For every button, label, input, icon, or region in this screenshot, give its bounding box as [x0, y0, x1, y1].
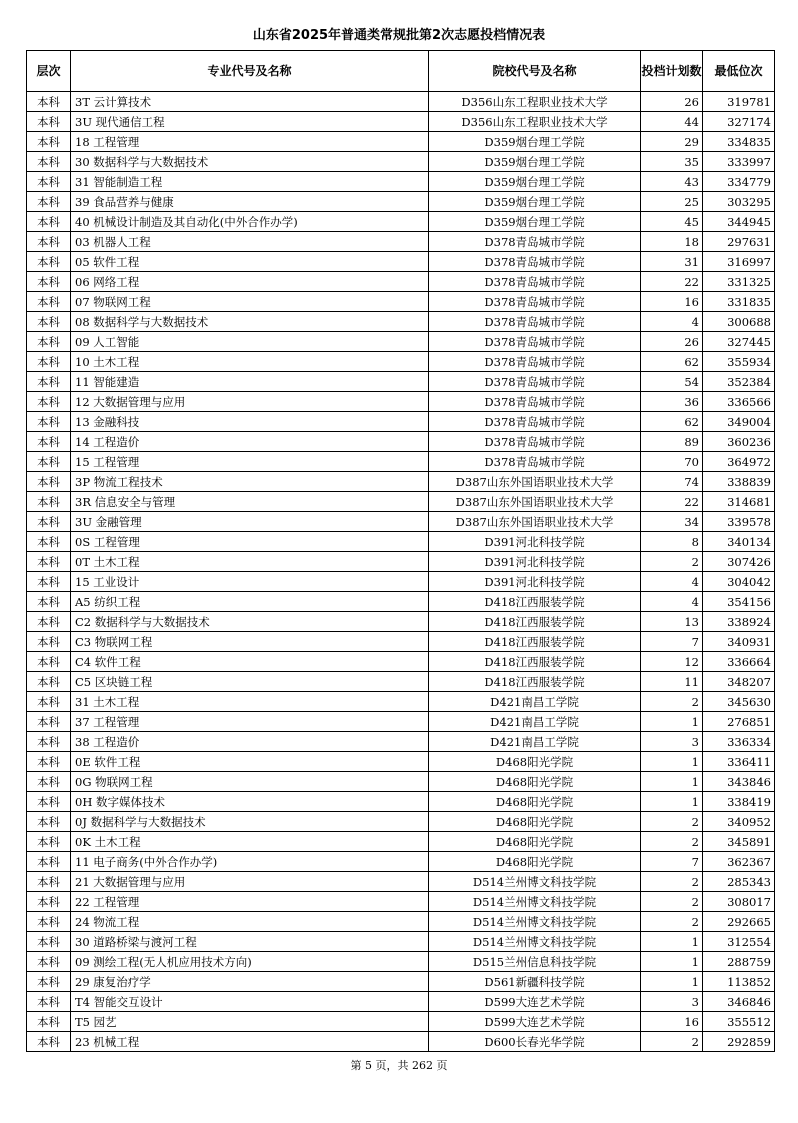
cell-level: 本科 — [27, 972, 71, 992]
cell-major: 08 数据科学与大数据技术 — [71, 312, 429, 332]
cell-level: 本科 — [27, 492, 71, 512]
cell-min-rank: 336334 — [703, 732, 775, 752]
cell-school: D378青岛城市学院 — [429, 432, 641, 452]
header-level: 层次 — [27, 51, 71, 92]
table-row — [27, 772, 775, 792]
cell-level: 本科 — [27, 732, 71, 752]
cell-min-rank: 300688 — [703, 312, 775, 332]
cell-level: 本科 — [27, 512, 71, 532]
cell-min-rank: 288759 — [703, 952, 775, 972]
cell-plan-count: 16 — [641, 1012, 703, 1032]
cell-major: 13 金融科技 — [71, 412, 429, 432]
cell-major: C2 数据科学与大数据技术 — [71, 612, 429, 632]
cell-min-rank: 327174 — [703, 112, 775, 132]
cell-min-rank: 340931 — [703, 632, 775, 652]
cell-level: 本科 — [27, 1032, 71, 1052]
cell-school: D468阳光学院 — [429, 832, 641, 852]
table-row — [27, 692, 775, 712]
cell-level: 本科 — [27, 112, 71, 132]
cell-school: D378青岛城市学院 — [429, 352, 641, 372]
cell-level: 本科 — [27, 252, 71, 272]
cell-major: 3U 金融管理 — [71, 512, 429, 532]
cell-plan-count: 4 — [641, 312, 703, 332]
cell-level: 本科 — [27, 852, 71, 872]
cell-min-rank: 314681 — [703, 492, 775, 512]
cell-school: D599大连艺术学院 — [429, 992, 641, 1012]
cell-major: 40 机械设计制造及其自动化(中外合作办学) — [71, 212, 429, 232]
cell-school: D359烟台理工学院 — [429, 172, 641, 192]
cell-school: D378青岛城市学院 — [429, 232, 641, 252]
cell-major: 15 工业设计 — [71, 572, 429, 592]
cell-plan-count: 2 — [641, 552, 703, 572]
cell-level: 本科 — [27, 92, 71, 112]
cell-level: 本科 — [27, 1012, 71, 1032]
cell-school: D418江西服装学院 — [429, 652, 641, 672]
cell-plan-count: 2 — [641, 832, 703, 852]
cell-school: D391河北科技学院 — [429, 552, 641, 572]
cell-level: 本科 — [27, 352, 71, 372]
cell-major: 03 机器人工程 — [71, 232, 429, 252]
table-row — [27, 552, 775, 572]
cell-min-rank: 336664 — [703, 652, 775, 672]
cell-major: 3P 物流工程技术 — [71, 472, 429, 492]
cell-level: 本科 — [27, 152, 71, 172]
table-row — [27, 952, 775, 972]
cell-school: D378青岛城市学院 — [429, 272, 641, 292]
cell-school: D421南昌工学院 — [429, 692, 641, 712]
cell-min-rank: 334779 — [703, 172, 775, 192]
cell-plan-count: 26 — [641, 332, 703, 352]
cell-school: D359烟台理工学院 — [429, 132, 641, 152]
cell-school: D391河北科技学院 — [429, 572, 641, 592]
cell-plan-count: 11 — [641, 672, 703, 692]
table-row — [27, 512, 775, 532]
table-header-row — [27, 51, 775, 92]
cell-major: 12 大数据管理与应用 — [71, 392, 429, 412]
cell-level: 本科 — [27, 212, 71, 232]
page-title: 山东省2025年普通类常规批第2次志愿投档情况表 — [252, 28, 546, 43]
cell-major: C4 软件工程 — [71, 652, 429, 672]
cell-level: 本科 — [27, 992, 71, 1012]
cell-major: 37 工程管理 — [71, 712, 429, 732]
header-major: 专业代号及名称 — [71, 51, 429, 92]
cell-level: 本科 — [27, 592, 71, 612]
cell-min-rank: 285343 — [703, 872, 775, 892]
cell-min-rank: 338419 — [703, 792, 775, 812]
cell-school: D387山东外国语职业技术大学 — [429, 512, 641, 532]
cell-major: 0K 土木工程 — [71, 832, 429, 852]
cell-plan-count: 22 — [641, 492, 703, 512]
cell-school: D468阳光学院 — [429, 852, 641, 872]
table-row — [27, 892, 775, 912]
cell-major: 22 工程管理 — [71, 892, 429, 912]
cell-plan-count: 3 — [641, 732, 703, 752]
cell-school: D421南昌工学院 — [429, 712, 641, 732]
cell-min-rank: 334835 — [703, 132, 775, 152]
cell-plan-count: 4 — [641, 592, 703, 612]
cell-plan-count: 4 — [641, 572, 703, 592]
cell-min-rank: 303295 — [703, 192, 775, 212]
cell-school: D356山东工程职业技术大学 — [429, 92, 641, 112]
table-row — [27, 632, 775, 652]
cell-school: D359烟台理工学院 — [429, 212, 641, 232]
header-school: 院校代号及名称 — [429, 51, 641, 92]
cell-min-rank: 292859 — [703, 1032, 775, 1052]
cell-level: 本科 — [27, 612, 71, 632]
table-row — [27, 792, 775, 812]
cell-plan-count: 1 — [641, 952, 703, 972]
table-row — [27, 732, 775, 752]
cell-school: D378青岛城市学院 — [429, 452, 641, 472]
table-row — [27, 452, 775, 472]
cell-school: D378青岛城市学院 — [429, 332, 641, 352]
cell-major: 39 食品营养与健康 — [71, 192, 429, 212]
cell-level: 本科 — [27, 752, 71, 772]
cell-school: D418江西服装学院 — [429, 612, 641, 632]
table-row — [27, 592, 775, 612]
table-row — [27, 492, 775, 512]
table-row — [27, 392, 775, 412]
cell-major: 11 智能建造 — [71, 372, 429, 392]
cell-plan-count: 89 — [641, 432, 703, 452]
cell-plan-count: 34 — [641, 512, 703, 532]
cell-major: T5 园艺 — [71, 1012, 429, 1032]
cell-major: 09 测绘工程(无人机应用技术方向) — [71, 952, 429, 972]
table-row — [27, 172, 775, 192]
cell-min-rank: 297631 — [703, 232, 775, 252]
cell-min-rank: 333997 — [703, 152, 775, 172]
table-row — [27, 912, 775, 932]
cell-level: 本科 — [27, 392, 71, 412]
cell-level: 本科 — [27, 572, 71, 592]
cell-min-rank: 345630 — [703, 692, 775, 712]
cell-level: 本科 — [27, 532, 71, 552]
cell-plan-count: 3 — [641, 992, 703, 1012]
cell-plan-count: 29 — [641, 132, 703, 152]
cell-min-rank: 352384 — [703, 372, 775, 392]
cell-major: 30 数据科学与大数据技术 — [71, 152, 429, 172]
cell-level: 本科 — [27, 652, 71, 672]
cell-major: 3R 信息安全与管理 — [71, 492, 429, 512]
cell-min-rank: 355512 — [703, 1012, 775, 1032]
cell-school: D468阳光学院 — [429, 812, 641, 832]
cell-school: D514兰州博文科技学院 — [429, 892, 641, 912]
cell-level: 本科 — [27, 232, 71, 252]
cell-school: D561新疆科技学院 — [429, 972, 641, 992]
table-row — [27, 852, 775, 872]
table-row — [27, 212, 775, 232]
cell-min-rank: 344945 — [703, 212, 775, 232]
cell-min-rank: 292665 — [703, 912, 775, 932]
cell-major: C3 物联网工程 — [71, 632, 429, 652]
table-row — [27, 432, 775, 452]
cell-plan-count: 2 — [641, 692, 703, 712]
table-row — [27, 992, 775, 1012]
table-row — [27, 312, 775, 332]
cell-plan-count: 43 — [641, 172, 703, 192]
cell-plan-count: 2 — [641, 912, 703, 932]
cell-major: 3T 云计算技术 — [71, 92, 429, 112]
table-row — [27, 332, 775, 352]
cell-plan-count: 1 — [641, 972, 703, 992]
cell-plan-count: 70 — [641, 452, 703, 472]
table-row — [27, 532, 775, 552]
cell-school: D378青岛城市学院 — [429, 372, 641, 392]
cell-level: 本科 — [27, 412, 71, 432]
cell-school: D600长春光华学院 — [429, 1032, 641, 1052]
cell-major: C5 区块链工程 — [71, 672, 429, 692]
cell-major: 05 软件工程 — [71, 252, 429, 272]
cell-school: D387山东外国语职业技术大学 — [429, 492, 641, 512]
cell-school: D378青岛城市学院 — [429, 292, 641, 312]
cell-school: D356山东工程职业技术大学 — [429, 112, 641, 132]
cell-level: 本科 — [27, 372, 71, 392]
cell-min-rank: 355934 — [703, 352, 775, 372]
cell-plan-count: 18 — [641, 232, 703, 252]
cell-min-rank: 340952 — [703, 812, 775, 832]
cell-major: 24 物流工程 — [71, 912, 429, 932]
cell-major: 0S 工程管理 — [71, 532, 429, 552]
cell-plan-count: 36 — [641, 392, 703, 412]
cell-plan-count: 2 — [641, 812, 703, 832]
cell-min-rank: 339578 — [703, 512, 775, 532]
cell-plan-count: 7 — [641, 632, 703, 652]
cell-school: D418江西服装学院 — [429, 592, 641, 612]
cell-school: D378青岛城市学院 — [429, 392, 641, 412]
cell-min-rank: 319781 — [703, 92, 775, 112]
table-row — [27, 372, 775, 392]
cell-level: 本科 — [27, 292, 71, 312]
cell-level: 本科 — [27, 192, 71, 212]
cell-plan-count: 7 — [641, 852, 703, 872]
cell-major: 30 道路桥梁与渡河工程 — [71, 932, 429, 952]
table-body — [27, 92, 775, 1052]
cell-plan-count: 2 — [641, 1032, 703, 1052]
cell-major: 38 工程造价 — [71, 732, 429, 752]
cell-level: 本科 — [27, 472, 71, 492]
cell-major: T4 智能交互设计 — [71, 992, 429, 1012]
table-row — [27, 932, 775, 952]
header-plan: 投档计划数 — [641, 51, 703, 92]
cell-level: 本科 — [27, 552, 71, 572]
cell-level: 本科 — [27, 832, 71, 852]
table-row — [27, 752, 775, 772]
cell-min-rank: 308017 — [703, 892, 775, 912]
cell-school: D418江西服装学院 — [429, 672, 641, 692]
admission-table — [26, 50, 775, 1052]
table-row — [27, 152, 775, 172]
cell-level: 本科 — [27, 332, 71, 352]
cell-level: 本科 — [27, 792, 71, 812]
table-row — [27, 132, 775, 152]
cell-level: 本科 — [27, 932, 71, 952]
cell-major: 31 智能制造工程 — [71, 172, 429, 192]
table-row — [27, 572, 775, 592]
cell-major: 3U 现代通信工程 — [71, 112, 429, 132]
cell-major: 23 机械工程 — [71, 1032, 429, 1052]
cell-major: 0G 物联网工程 — [71, 772, 429, 792]
cell-min-rank: 312554 — [703, 932, 775, 952]
table-row — [27, 1012, 775, 1032]
table-row — [27, 352, 775, 372]
cell-min-rank: 304042 — [703, 572, 775, 592]
cell-plan-count: 35 — [641, 152, 703, 172]
cell-plan-count: 1 — [641, 752, 703, 772]
cell-school: D378青岛城市学院 — [429, 252, 641, 272]
cell-level: 本科 — [27, 132, 71, 152]
cell-school: D468阳光学院 — [429, 792, 641, 812]
cell-level: 本科 — [27, 632, 71, 652]
cell-min-rank: 338839 — [703, 472, 775, 492]
cell-min-rank: 360236 — [703, 432, 775, 452]
cell-major: 07 物联网工程 — [71, 292, 429, 312]
cell-plan-count: 44 — [641, 112, 703, 132]
cell-major: 0J 数据科学与大数据技术 — [71, 812, 429, 832]
cell-school: D378青岛城市学院 — [429, 412, 641, 432]
table-row — [27, 112, 775, 132]
cell-school: D359烟台理工学院 — [429, 152, 641, 172]
cell-school: D514兰州博文科技学院 — [429, 932, 641, 952]
cell-plan-count: 16 — [641, 292, 703, 312]
cell-plan-count: 62 — [641, 412, 703, 432]
table-row — [27, 192, 775, 212]
cell-level: 本科 — [27, 872, 71, 892]
cell-major: 0T 土木工程 — [71, 552, 429, 572]
cell-plan-count: 62 — [641, 352, 703, 372]
cell-plan-count: 26 — [641, 92, 703, 112]
cell-level: 本科 — [27, 892, 71, 912]
cell-min-rank: 343846 — [703, 772, 775, 792]
cell-major: 09 人工智能 — [71, 332, 429, 352]
cell-min-rank: 336566 — [703, 392, 775, 412]
cell-min-rank: 316997 — [703, 252, 775, 272]
cell-school: D468阳光学院 — [429, 772, 641, 792]
cell-plan-count: 74 — [641, 472, 703, 492]
cell-major: 0H 数字媒体技术 — [71, 792, 429, 812]
cell-level: 本科 — [27, 812, 71, 832]
cell-plan-count: 12 — [641, 652, 703, 672]
cell-min-rank: 345891 — [703, 832, 775, 852]
header-min-rank: 最低位次 — [703, 51, 775, 92]
page-footer: 第 5 页，共 262 页 — [350, 1059, 448, 1072]
cell-major: 21 大数据管理与应用 — [71, 872, 429, 892]
cell-school: D378青岛城市学院 — [429, 312, 641, 332]
cell-level: 本科 — [27, 172, 71, 192]
cell-level: 本科 — [27, 772, 71, 792]
table-row — [27, 612, 775, 632]
cell-school: D515兰州信息科技学院 — [429, 952, 641, 972]
cell-plan-count: 1 — [641, 772, 703, 792]
cell-min-rank: 331325 — [703, 272, 775, 292]
cell-level: 本科 — [27, 692, 71, 712]
cell-level: 本科 — [27, 952, 71, 972]
cell-plan-count: 1 — [641, 792, 703, 812]
cell-min-rank: 340134 — [703, 532, 775, 552]
cell-min-rank: 364972 — [703, 452, 775, 472]
cell-min-rank: 362367 — [703, 852, 775, 872]
cell-min-rank: 327445 — [703, 332, 775, 352]
cell-plan-count: 31 — [641, 252, 703, 272]
cell-min-rank: 331835 — [703, 292, 775, 312]
cell-level: 本科 — [27, 912, 71, 932]
cell-plan-count: 45 — [641, 212, 703, 232]
cell-min-rank: 354156 — [703, 592, 775, 612]
cell-plan-count: 54 — [641, 372, 703, 392]
table-row — [27, 232, 775, 252]
cell-major: A5 纺织工程 — [71, 592, 429, 612]
cell-plan-count: 2 — [641, 892, 703, 912]
cell-min-rank: 346846 — [703, 992, 775, 1012]
cell-level: 本科 — [27, 672, 71, 692]
cell-min-rank: 307426 — [703, 552, 775, 572]
table-row — [27, 712, 775, 732]
cell-school: D514兰州博文科技学院 — [429, 872, 641, 892]
table-row — [27, 872, 775, 892]
cell-min-rank: 348207 — [703, 672, 775, 692]
cell-major: 10 土木工程 — [71, 352, 429, 372]
cell-school: D387山东外国语职业技术大学 — [429, 472, 641, 492]
cell-plan-count: 8 — [641, 532, 703, 552]
cell-min-rank: 276851 — [703, 712, 775, 732]
cell-level: 本科 — [27, 712, 71, 732]
cell-school: D514兰州博文科技学院 — [429, 912, 641, 932]
cell-level: 本科 — [27, 312, 71, 332]
cell-major: 06 网络工程 — [71, 272, 429, 292]
table-row — [27, 652, 775, 672]
table-row — [27, 272, 775, 292]
cell-level: 本科 — [27, 452, 71, 472]
cell-school: D421南昌工学院 — [429, 732, 641, 752]
cell-school: D418江西服装学院 — [429, 632, 641, 652]
table-row — [27, 672, 775, 692]
cell-plan-count: 1 — [641, 932, 703, 952]
cell-major: 29 康复治疗学 — [71, 972, 429, 992]
table-row — [27, 412, 775, 432]
cell-min-rank: 338924 — [703, 612, 775, 632]
table-row — [27, 292, 775, 312]
cell-level: 本科 — [27, 272, 71, 292]
cell-school: D468阳光学院 — [429, 752, 641, 772]
cell-school: D599大连艺术学院 — [429, 1012, 641, 1032]
table-row — [27, 1032, 775, 1052]
cell-school: D391河北科技学院 — [429, 532, 641, 552]
cell-school: D359烟台理工学院 — [429, 192, 641, 212]
cell-plan-count: 13 — [641, 612, 703, 632]
table-row — [27, 832, 775, 852]
cell-min-rank: 336411 — [703, 752, 775, 772]
cell-plan-count: 2 — [641, 872, 703, 892]
cell-major: 15 工程管理 — [71, 452, 429, 472]
cell-plan-count: 1 — [641, 712, 703, 732]
cell-major: 11 电子商务(中外合作办学) — [71, 852, 429, 872]
table-row — [27, 92, 775, 112]
cell-major: 14 工程造价 — [71, 432, 429, 452]
cell-major: 31 土木工程 — [71, 692, 429, 712]
table-row — [27, 972, 775, 992]
cell-major: 18 工程管理 — [71, 132, 429, 152]
table-row — [27, 812, 775, 832]
cell-plan-count: 25 — [641, 192, 703, 212]
cell-level: 本科 — [27, 432, 71, 452]
table-row — [27, 472, 775, 492]
cell-min-rank: 349004 — [703, 412, 775, 432]
table-row — [27, 252, 775, 272]
cell-min-rank: 113852 — [703, 972, 775, 992]
cell-major: 0E 软件工程 — [71, 752, 429, 772]
cell-plan-count: 22 — [641, 272, 703, 292]
